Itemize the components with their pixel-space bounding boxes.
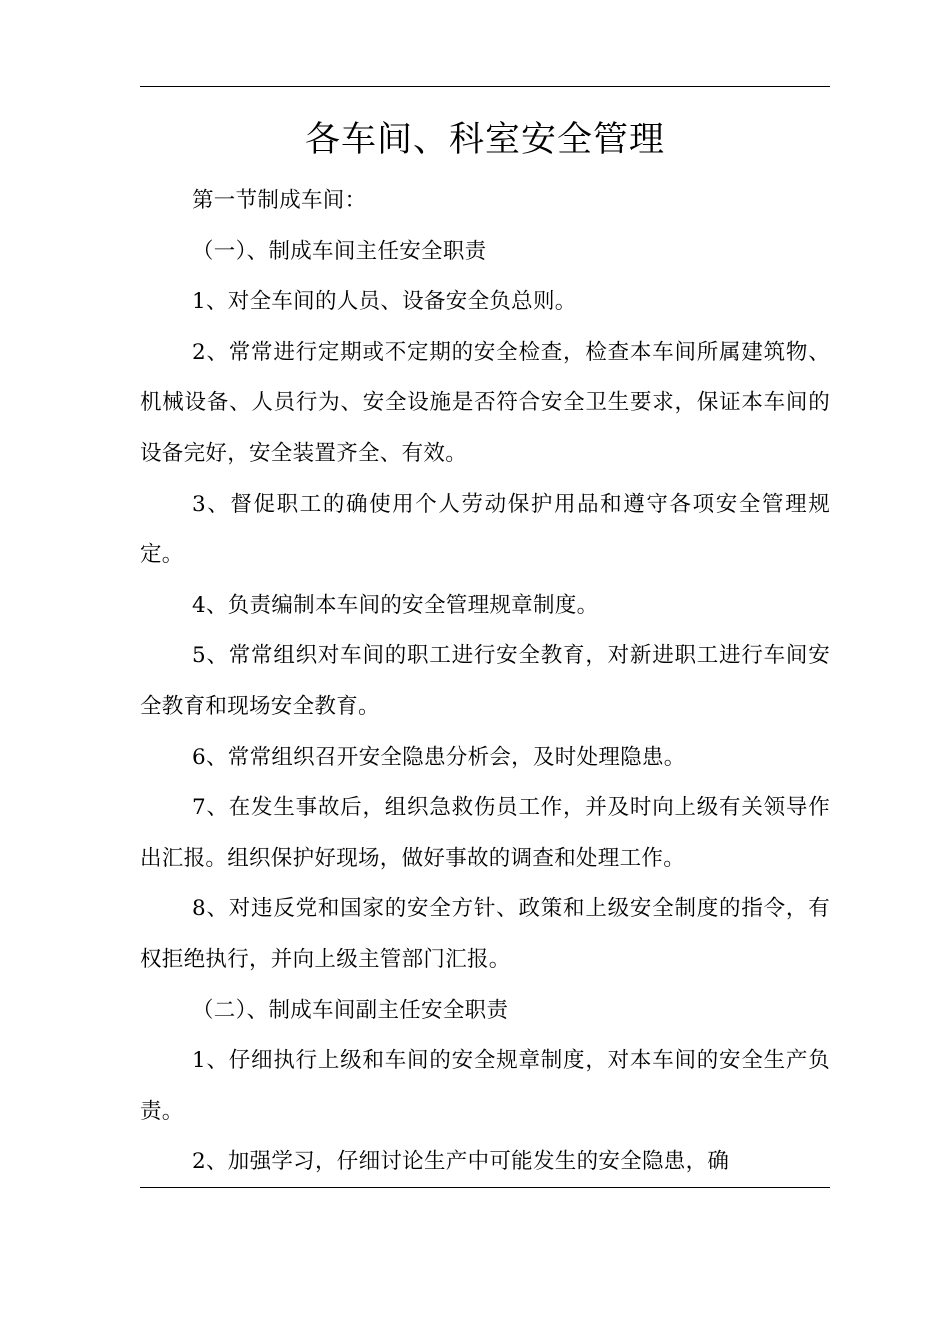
header-rule	[140, 86, 830, 87]
paragraph: 1、对全车间的人员、设备安全负总则。	[192, 289, 577, 315]
paragraph: 2、常常进行定期或不定期的安全检查，检查本车间所属建筑物、机械设备、人员行为、安全设施是否符合安全卫生要求，保证本车间的设备完好，安全装置齐全、有效。	[140, 339, 830, 466]
paragraph: 2、加强学习，仔细讨论生产中可能发生的安全隐患，确	[192, 1149, 730, 1175]
paragraph: 1、仔细执行上级和车间的安全规章制度，对本车间的安全生产负责。	[140, 1048, 830, 1124]
paragraph: 4、负责编制本车间的安全管理规章制度。	[192, 592, 599, 618]
subsection-heading: （一）、制成车间主任安全职责	[192, 238, 487, 264]
paragraph: 5、常常组织对车间的职工进行安全教育，对新进职工进行车间安全教育和现场安全教育。	[140, 643, 830, 719]
paragraph: 3、督促职工的确使用个人劳动保护用品和遵守各项安全管理规定。	[140, 491, 830, 568]
paragraph: 8、对违反党和国家的安全方针、政策和上级安全制度的指令，有权拒绝执行，并向上级主管部门汇报。	[140, 896, 830, 972]
paragraph: 6、常常组织召开安全隐患分析会，及时处理隐患。	[192, 744, 686, 770]
document-body	[140, 176, 830, 1188]
paragraph: 7、在发生事故后，组织急救伤员工作，并及时向上级有关领导作出汇报。组织保护好现场，做好事故的调查和处理工作。	[140, 795, 830, 871]
document-title: 各车间、科室安全管理	[304, 120, 665, 160]
section-heading: 第一节制成车间：	[192, 188, 367, 213]
subsection-heading: （二）、制成车间副主任安全职责	[192, 997, 509, 1023]
footer-rule	[140, 1187, 830, 1188]
